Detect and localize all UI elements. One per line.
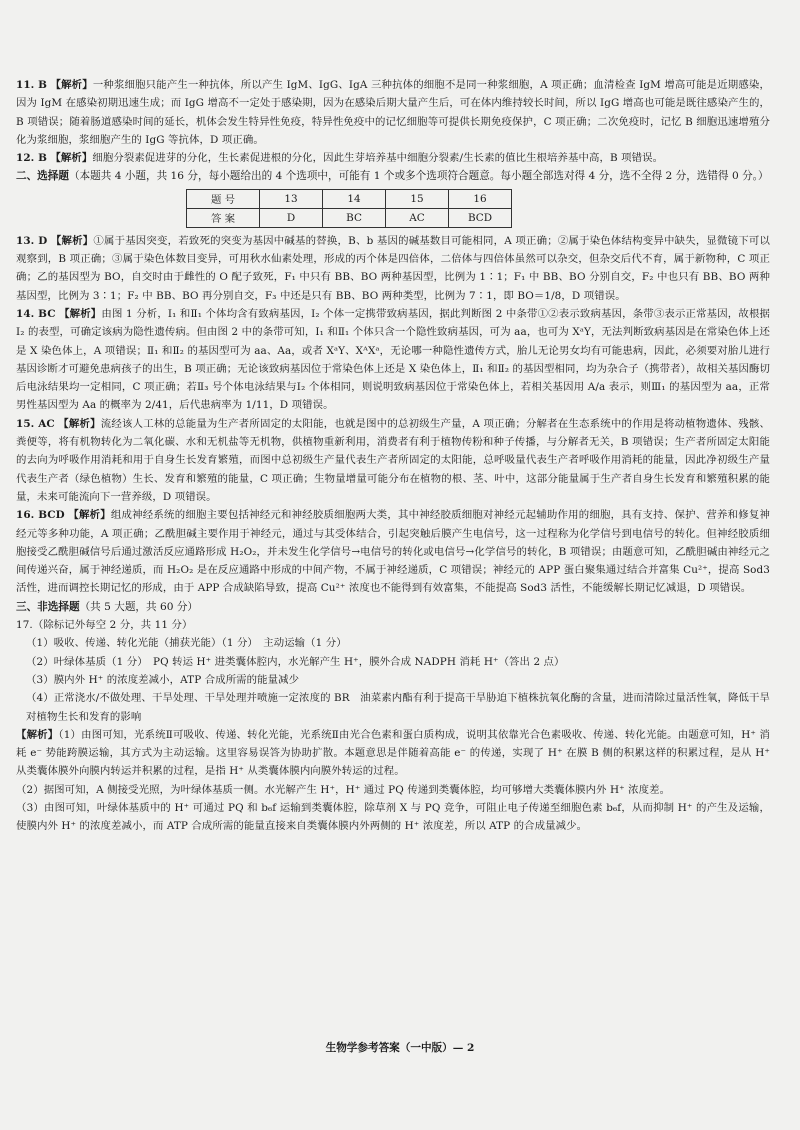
q11-analysis-tag: 【解析】 bbox=[50, 79, 93, 91]
section-3-title: 三、非选择题 bbox=[16, 600, 80, 613]
page-footer: 生物学参考答案（一中版）— 2 bbox=[325, 1042, 475, 1054]
q11-number: 11. B bbox=[16, 79, 48, 91]
q17-title: 17.（除标记外每空 2 分，共 11 分） bbox=[16, 619, 193, 632]
q15-text: 流经该人工林的总能量为生产者所固定的太阳能，也就是图中的总初级生产量，A 项正确；分解者在生态系统中的作用是将动植物遗体、残骸、粪便等，将有机物转化为二氧化碳、水和无机盐等无机物，供植物重新利用，消费者有利于植物传粉和种子传播，与分解者无关，B 项错误；生产者所固定太阳能的去向为呼吸作用消耗和用于自身生长发育繁殖，而图中总初级生产量代表生产者所固定的太阳能，总呼吸量代表生产者呼吸作用消耗的能量，因此净初级生产量代表生产者（绿色植物）生长、发育和繁殖的能量，C 项正确；生物量增量可能分布在植物的根、茎、叶中，这部分能量属于生产者自身生长发育和繁殖积累的能量，未来可能流向下一营养级，D 项错误。 bbox=[16, 417, 770, 503]
q17-explanation-1-text: （1）由图可知，光系统Ⅱ可吸收、传递、转化光能，光系统Ⅱ由光合色素和蛋白质构成，说明其依靠光合色素吸收、传递、转化光能。由题意可知，H⁺ 消耗 e⁻ 势能跨膜运输，其方式为主动运输。这里容易误答为协助扩散。本题意思是伴随着高能 e⁻ 的传递，实现了 H⁺ 在膜 B 侧的积累这样的积累过程，是从 H⁺ 从类囊体膜外向膜内转运并积累的过程，是指 H⁺ 从类囊体膜内向膜外转运的过程。 bbox=[16, 728, 770, 778]
answer-table-header: 答 案 bbox=[187, 208, 260, 227]
q16-number: 16. BCD bbox=[16, 509, 65, 522]
q13-number: 13. D bbox=[16, 234, 48, 247]
answer-table-cell: BC bbox=[323, 208, 386, 227]
q15-number: 15. AC bbox=[16, 417, 55, 430]
answer-q16 bbox=[16, 506, 770, 597]
answer-table-row-numbers bbox=[187, 189, 512, 208]
q16-analysis-tag: 【解析】 bbox=[68, 509, 111, 522]
q17-answer-3: （3）膜内外 H⁺ 的浓度差减小，ATP 合成所需的能量减少 bbox=[26, 673, 300, 686]
q17-answer-2: （2）叶绿体基质（1 分） PQ 转运 H⁺ 进类囊体腔内，水光解产生 H⁺，膜外合成 NADPH 消耗 H⁺（答出 2 点） bbox=[26, 655, 565, 668]
answer-table bbox=[186, 189, 512, 228]
section-2-heading bbox=[16, 167, 770, 185]
answer-table-cell: D bbox=[260, 208, 323, 227]
answer-q11 bbox=[16, 76, 770, 149]
q12-text: 细胞分裂素促进芽的分化，生长素促进根的分化，因此生芽培养基中细胞分裂素/生长素的值比生根培养基中高，B 项错误。 bbox=[92, 152, 664, 165]
q13-analysis-tag: 【解析】 bbox=[50, 234, 94, 247]
q15-analysis-tag: 【解析】 bbox=[58, 417, 101, 430]
q16-text: 组成神经系统的细胞主要包括神经元和神经胶质细胞两大类，其中神经胶质细胞对神经元起辅助作用的细胞，具有支持、保护、营养和修复神经元等多种功能，A 项正确；乙酰胆碱主要作用于神经元，通过与其受体结合，引起突触后膜产生电信号，这一过程称为化学信号到电信号的转化。但神经胶质细胞接受乙酰胆碱信号后通过激活反应通路形成 H₂O₂，并未发生化学信号→电信号的转化或电信号→化学信号的转化，B 项错误；由题意可知，乙酰胆碱由神经元之间传递兴奋，属于神经递质，而 H₂O₂ 是在反应通路中形成的中间产物，不属于神经递质，C 项错误；神经元的 APP 蛋白聚集通过结合并富集 Cu²⁺，提高 Sod3 活性，进而调控长期记忆的形成，由于 APP 合成缺陷导致，提高 Cu²⁺ 浓度也不能得到有效富集，不能提高 Sod3 活性，不能缓解长期记忆减退，D 项错误。 bbox=[16, 509, 770, 595]
answer-table-cell: AC bbox=[386, 208, 449, 227]
q12-number: 12. B bbox=[16, 152, 47, 165]
answer-table-cell: 13 bbox=[260, 189, 323, 208]
answer-q13 bbox=[16, 232, 770, 305]
section-2-title: 二、选择题 bbox=[16, 170, 69, 183]
q12-analysis-tag: 【解析】 bbox=[50, 152, 93, 165]
answer-table-cell: 16 bbox=[449, 189, 512, 208]
answer-table-row-answers bbox=[187, 208, 512, 227]
answer-table-cell: 15 bbox=[386, 189, 449, 208]
q17-answer-4: （4）正常浇水/不做处理、干旱处理、干旱处理并喷施一定浓度的 BR 油菜素内酯有利于提高干旱胁迫下植株抗氧化酶的含量，进而清除过量活性氧，降低干旱对植物生长和发育的影响 bbox=[26, 692, 770, 723]
answer-q15 bbox=[16, 415, 770, 506]
answer-q14 bbox=[16, 305, 770, 415]
q14-text: 由图 1 分析，Ⅰ₁ 和Ⅱ₁ 个体均含有致病基因，Ⅰ₂ 个体一定携带致病基因，据此判断图 2 中条带①②表示致病基因，条带③表示正常基因，故根据Ⅰ₂ 的表型，可确定该病为隐性遗传病。但由图 2 中的条带可知，Ⅰ₁ 和Ⅱ₁ 个体只含一个隐性致病基因，可为 aa，也可为 XᵃY，无法判断致病基因是在常染色体上还是 X 染色体上，A 项错误；Ⅱ₁ 和Ⅱ₂ 的基因型可为 aa、Aa，或者 XᵃY、XᴬXᵃ，无论哪一种隐性遗传方式，胎儿无论男女均有可能患病，因此，必须要对胎儿进行基因诊断才可避免患病孩子的出生，B 项正确；无论该致病基因位于常染色体上还是 X 染色体上，Ⅱ₁ 和Ⅱ₂ 的基因型相同，均为杂合子（携带者），故相关基因酶切后电泳结果均一定相同，C 项正确；若Ⅱ₃ 号个体电泳结果与Ⅰ₂ 个体相同，则说明致病基因位于常染色体上，若相关基因用 A/a 表示，则Ⅲ₁ 的基因型为 aa，正常男性基因型为 Aa 的概率为 2/41，后代患病率为 1/11，D 项错误。 bbox=[16, 307, 771, 412]
q14-analysis-tag: 【解析】 bbox=[59, 307, 102, 320]
q13-text: ①属于基因突变，若致死的突变为基因中碱基的替换，B、b 基因的碱基数目可能相同，A 项正确；②属于染色体结构变异中缺失，显微镜下可以观察到，B 项正确；③属于染色体数目变异，可用秋水仙素处理，形成的丙个体是四倍体，二倍体与四倍体虽然可以杂交，但杂交后代不育，属于新物种，C 项正确；乙的基因型为 BO，自交时由于雌性的 O 配子致死，F₁ 中只有 BB、BO 两种基因型，比例为 1∶1；F₁ 中 BB、BO 分别自交，F₂ 中也只有 BB、BO 两种基因型，比例为 3∶1；F₂ 中 BB、BO 再分别自交，F₃ 中还是只有 BB、BO 两种类型，比例为 7∶1，即 BO＝1/8，D 项错误。 bbox=[16, 234, 770, 302]
answer-table-cell: BCD bbox=[449, 208, 512, 227]
q17-answer-1: （1）吸收、传递、转化光能（捕获光能）（1 分） 主动运输（1 分） bbox=[26, 637, 347, 650]
q17-explanation-1 bbox=[16, 726, 770, 781]
q17-explanation-2: （2）据图可知，A 侧接受光照，为叶绿体基质一侧。水光解产生 H⁺，H⁺ 通过 PQ 传递到类囊体腔，均可够增大类囊体膜内外 H⁺ 浓度差。 bbox=[16, 783, 671, 796]
q14-number: 14. BC bbox=[16, 307, 56, 320]
answer-table-header: 题 号 bbox=[187, 189, 260, 208]
q17-analysis-tag: 【解析】 bbox=[16, 728, 59, 741]
answer-q12 bbox=[16, 149, 770, 167]
answer-table-cell: 14 bbox=[323, 189, 386, 208]
q17-explanation-3: （3）由图可知，叶绿体基质中的 H⁺ 可通过 PQ 和 b₆f 运输到类囊体腔，除草剂 X 与 PQ 竞争，可阻止电子传递至细胞色素 b₆f，从而抑制 H⁺ 的产生及运输，使膜内外 H⁺ 的浓度差减小，而 ATP 合成所需的能量直接来自类囊体膜内外两侧的 H⁺ 浓度差，所以 ATP 的合成量减少。 bbox=[16, 801, 770, 833]
section-3-desc: （共 5 大题，共 60 分） bbox=[79, 600, 199, 613]
q11-text: 一种浆细胞只能产生一种抗体，所以产生 IgM、IgG、IgA 三种抗体的细胞不是同一种浆细胞，A 项正确；血清检查 IgM 增高可能是近期感染，因为 IgM 在感染初期迅速生成；而 IgG 增高不一定处于感染期，因为在感染后期大量产生后，可在体内维持较长时间，所以 IgG 增高也可能是既往感染产生的，B 项错误；随着肠道感染时间的延长，机体会发生特异性免疫，特异性免疫中的记忆细胞等可提供长期免疫保护，C 项正确；二次免疫时，记忆 B 细胞迅速增殖分化为浆细胞，浆细胞产生的 IgG 等抗体，D 项正确。 bbox=[16, 79, 770, 146]
section-2-desc: （本题共 4 小题，共 16 分，每小题给出的 4 个选项中，可能有 1 个或多个选项符合题意。每小题全部选对得 4 分，选不全得 2 分，选错得 0 分。） bbox=[68, 170, 769, 183]
section-3-heading bbox=[16, 598, 770, 616]
